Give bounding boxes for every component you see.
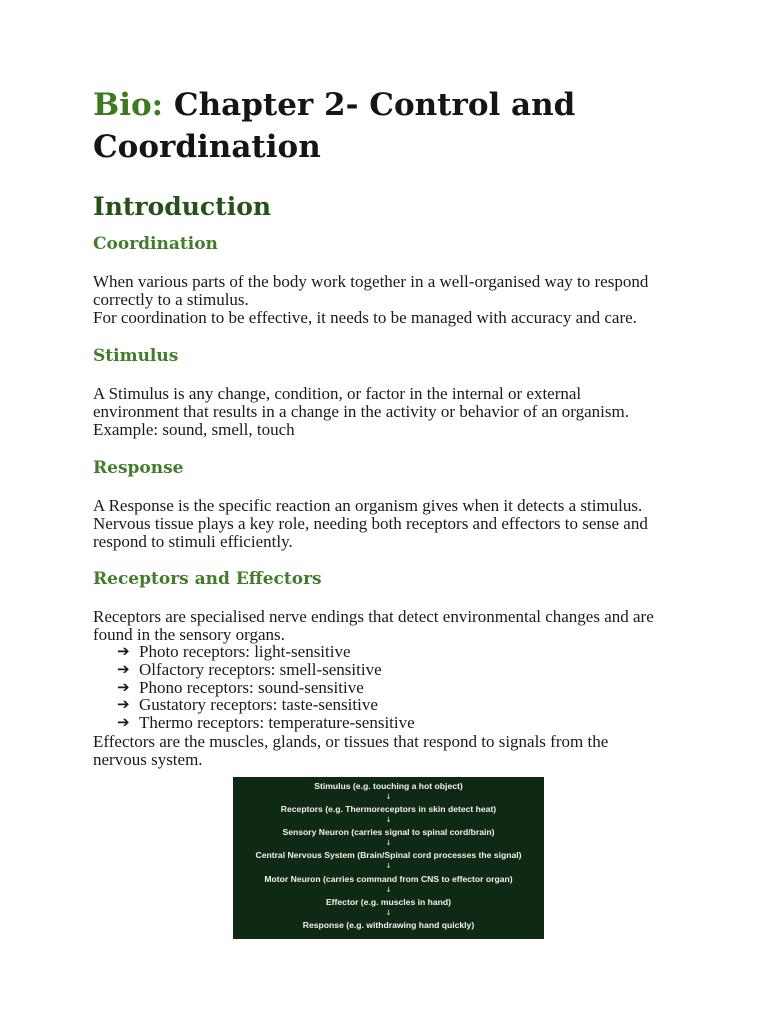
arrow-bullet-icon: ➔ [117,642,130,660]
effectors-line-1: Effectors are the muscles, glands, or tissues that respond to signals from the [93,732,609,751]
response-heading: Response [93,458,184,478]
page-title [93,84,693,168]
down-arrow-icon: ↓ [385,909,392,917]
coordination-line-3: For coordination to be effective, it needs to be managed with accuracy and care. [93,307,637,327]
flowchart-step-sensory-neuron: Sensory Neuron (carries signal to spinal cord/brain) [282,827,495,837]
receptors-effectors-heading: Receptors and Effectors [93,569,322,589]
title-line-2: Coordination [93,129,321,165]
down-arrow-icon: ↓ [385,793,392,801]
receptors-intro-paragraph [93,608,693,644]
list-item-text: Olfactory receptors: smell-sensitive [139,659,382,679]
receptor-types-list [117,643,415,732]
stimulus-line-2: environment that results in a change in the activity or behavior of an organism. [93,401,629,421]
reflex-flowchart-image [233,777,544,939]
flowchart-step-effector: Effector (e.g. muscles in hand) [325,897,452,907]
stimulus-line-3: Example: sound, smell, touch [93,419,295,439]
flowchart-step-motor-neuron: Motor Neuron (carries command from CNS to effector organ) [264,874,513,884]
list-item-text: Phono receptors: sound-sensitive [139,677,364,697]
coordination-heading: Coordination [93,234,218,254]
response-line-2: Nervous tissue plays a key role, needing both receptors and effectors to sense and [93,513,648,533]
list-item-text: Thermo receptors: temperature-sensitive [139,713,415,733]
down-arrow-icon: ↓ [385,886,392,894]
stimulus-paragraph [93,385,693,438]
introduction-heading: Introduction [93,192,272,221]
down-arrow-icon: ↓ [385,862,392,870]
list-item [117,643,415,661]
effectors-line-2: nervous system. [93,749,203,769]
down-arrow-icon: ↓ [385,839,392,847]
stimulus-line-1: A Stimulus is any change, condition, or factor in the internal or external [93,384,582,403]
list-item [117,696,415,714]
flowchart-step-stimulus: Stimulus (e.g. touching a hot object) [314,781,463,791]
flowchart-step-receptors: Receptors (e.g. Thermoreceptors in skin detect heat) [280,804,497,814]
title-line-1: Chapter 2- Control and [173,87,576,123]
receptors-intro-line-1: Receptors are specialised nerve endings that detect environmental changes and are [93,607,654,626]
list-item [117,679,415,697]
coordination-line-2: correctly to a stimulus. [93,289,249,309]
effectors-paragraph [93,733,693,769]
flowchart-step-response: Response (e.g. withdrawing hand quickly) [302,920,475,930]
arrow-bullet-icon: ➔ [117,713,130,732]
arrow-bullet-icon: ➔ [117,659,130,678]
arrow-bullet-icon: ➔ [117,677,130,696]
response-paragraph [93,497,693,550]
list-item-text: Gustatory receptors: taste-sensitive [139,695,378,715]
response-line-3: respond to stimuli efficiently. [93,531,293,551]
flowchart-step-cns: Central Nervous System (Brain/Spinal cord processes the signal) [255,850,522,860]
list-item [117,661,415,679]
arrow-bullet-icon: ➔ [117,695,130,714]
response-line-1: A Response is the specific reaction an organism gives when it detects a stimulus. [93,496,643,515]
receptors-intro-line-2: found in the sensory organs. [93,624,285,644]
list-item [117,714,415,732]
coordination-line-1: When various parts of the body work together in a well-organised way to respond [93,272,649,291]
down-arrow-icon: ↓ [385,816,392,824]
list-item-text: Photo receptors: light-sensitive [139,642,351,661]
title-prefix: Bio: [93,87,164,123]
coordination-paragraph [93,273,693,326]
stimulus-heading: Stimulus [93,346,179,366]
